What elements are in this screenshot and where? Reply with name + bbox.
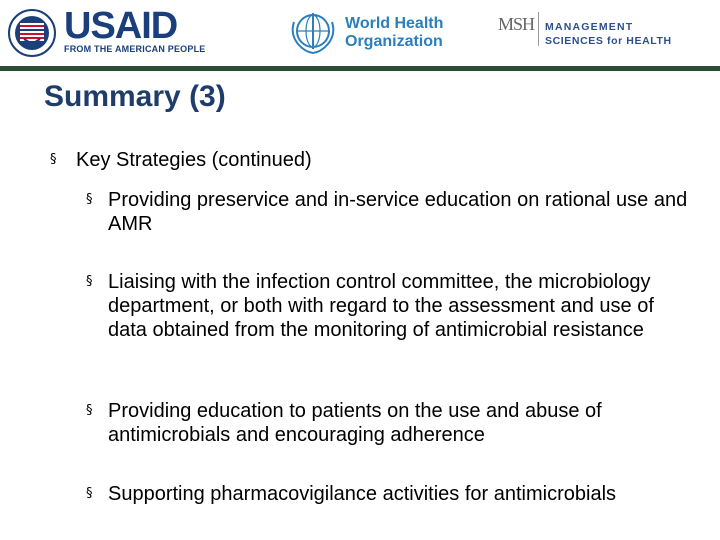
bullet-marker: § [86,486,93,501]
who-wordmark [345,15,443,51]
msh-line-2: SCIENCES for HEALTH [545,35,672,47]
msh-mark: MSH [498,14,535,34]
slide-title: Summary (3) [44,80,226,113]
msh-wordmark [545,20,672,48]
bullet-marker: § [50,152,57,167]
who-line-1: World Health [345,15,444,32]
bullet-marker: § [86,274,93,289]
bullet-item: Supporting pharmacovigilance activities for antimicrobials [108,483,617,505]
bullet-item: Providing education to patients on the use and abuse of antimicrobials and encouraging adherence [108,400,602,446]
msh-line-1: MANAGEMENT [545,21,634,33]
who-line-2: Organization [345,33,443,50]
header-rule [0,66,720,71]
bullet-marker: § [86,403,93,418]
usaid-wordmark: USAID [64,5,178,47]
who-emblem-icon [288,10,338,56]
bullet-item: Liaising with the infection control committee, the microbiology department, or both with regard to the assessment and use of data obtained from the monitoring of antimicrobial resistance [108,271,654,341]
usaid-seal-icon [6,8,58,58]
bullet-level-1: Key Strategies (continued) [76,149,312,171]
usaid-tagline: FROM THE AMERICAN PEOPLE [64,44,206,54]
logo-bar [0,0,720,64]
bullet-marker: § [86,192,93,207]
msh-divider [538,12,539,46]
bullet-item: Providing preservice and in-service education on rational use and AMR [108,189,688,235]
